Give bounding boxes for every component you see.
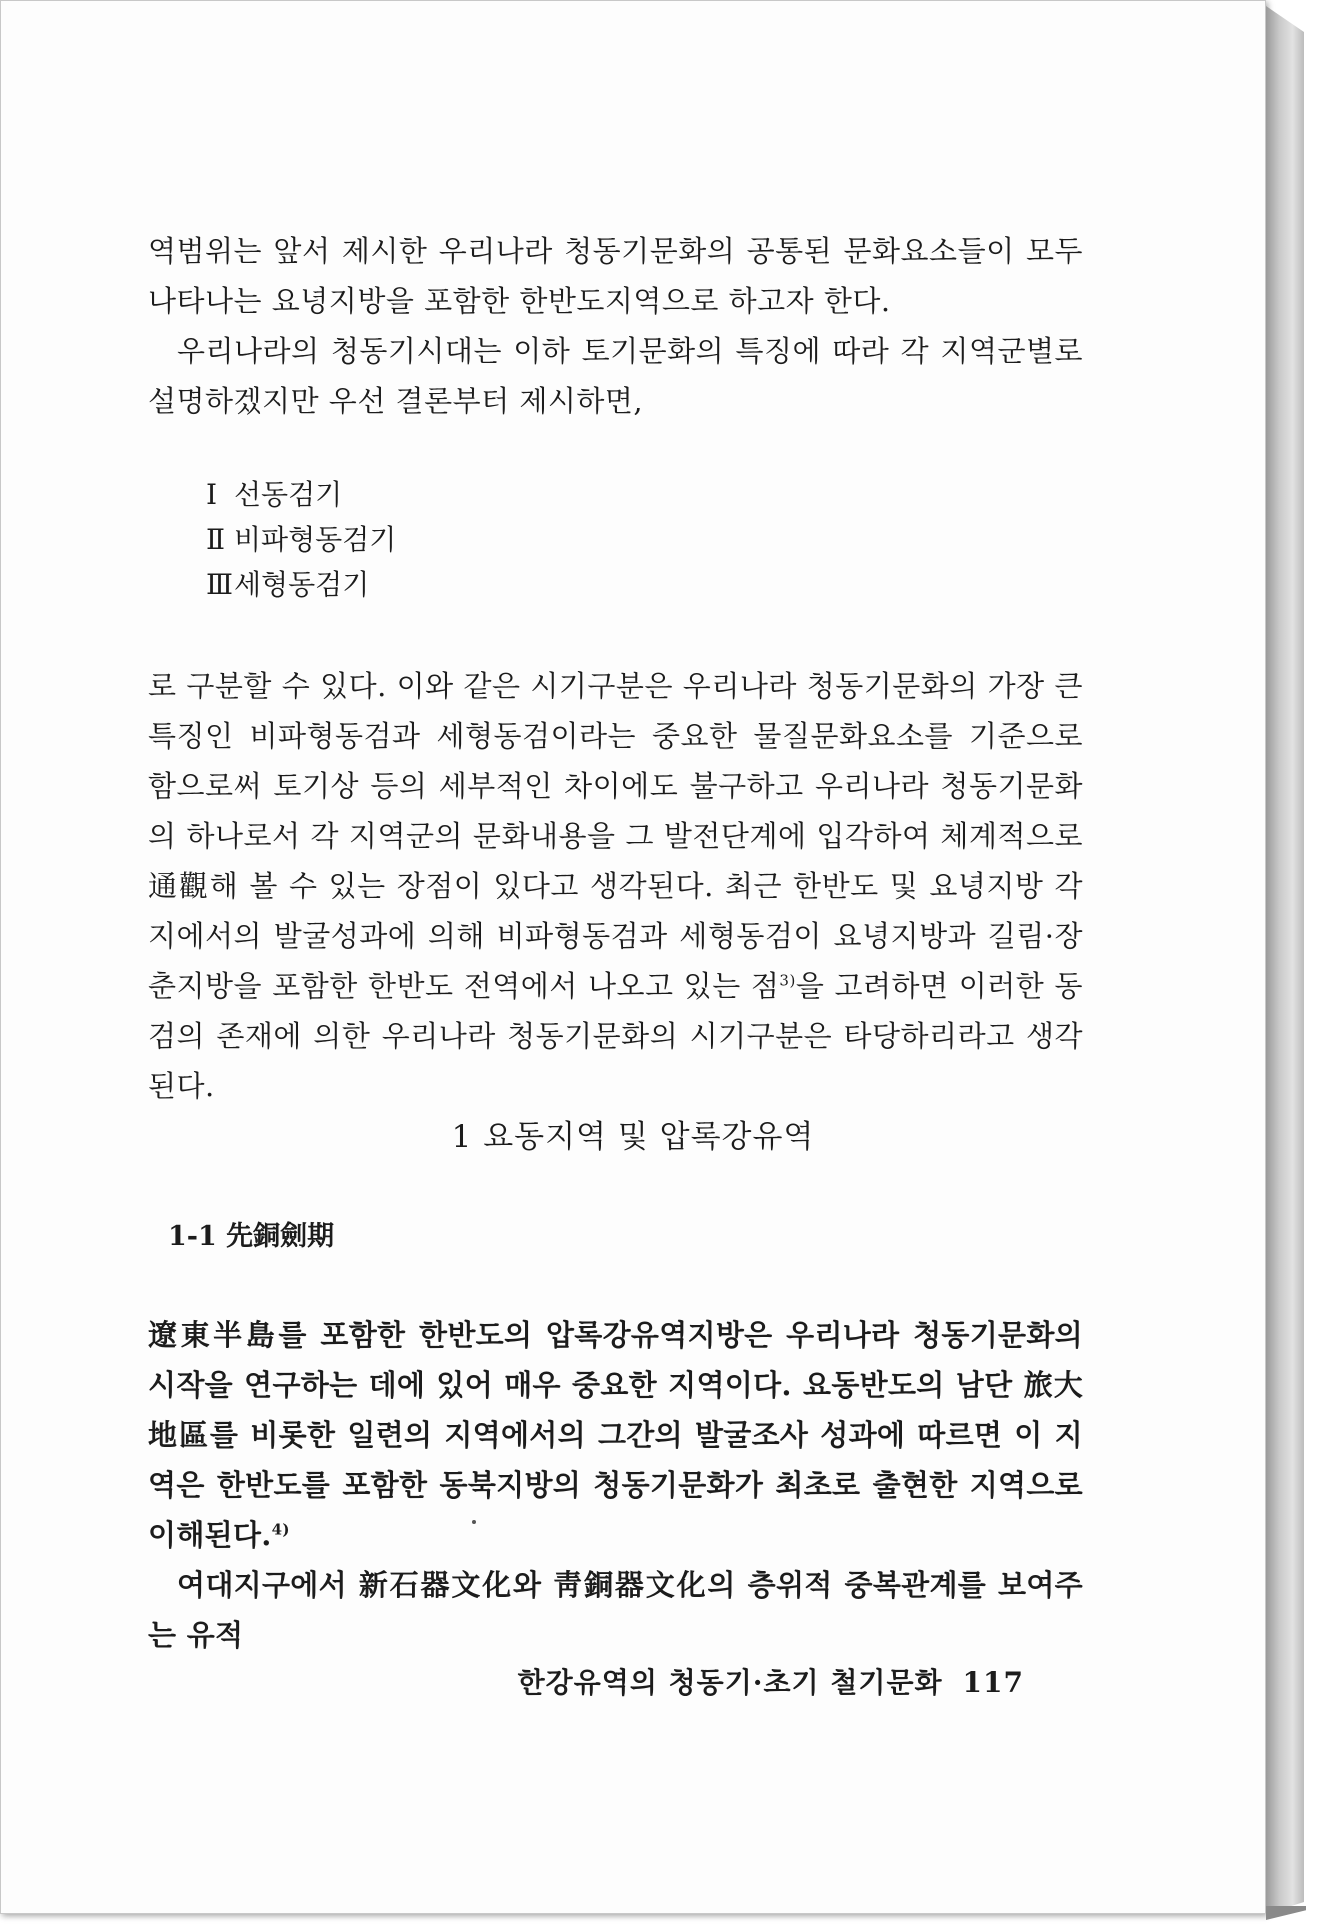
period-list bbox=[206, 472, 396, 607]
list-item bbox=[206, 517, 396, 562]
period-numeral: Ⅱ bbox=[206, 523, 226, 556]
paragraph-3-text: 로 구분할 수 있다. 이와 같은 시기구분은 우리나라 청동기문화의 가장 큰 특징인 비파형동검과 세형동검이라는 중요한 물질문화요소를 기준으로 함으로써 토기상 등의 세부적인 차이에도 불구하고 우리나라 청동기문화의 하나로서 각 지역군의 문화내용을 그 발전단계에 입각하여 체계적으로 通觀해 볼 수 있는 장점이 있다고 생각된다. 최근 한반도 및 요녕지방 각지에서의 발굴성과에 의해 비파형동검과 세형동검이 요녕지방과 길림·장춘지방을 포함한 한반도 전역에서 나오고 있는 점 bbox=[148, 669, 1083, 1003]
period-numeral: Ⅰ bbox=[206, 478, 218, 511]
sub-heading: 1-1 先銅劍期 bbox=[168, 1221, 335, 1252]
running-footer bbox=[518, 1661, 1024, 1701]
section-text bbox=[148, 1310, 1083, 1660]
paragraph-4 bbox=[148, 1310, 1083, 1560]
list-item bbox=[206, 472, 396, 517]
paragraph-2: 우리나라의 청동기시대는 이하 토기문화의 특징에 따라 각 지역군별로 설명하겠지만 우선 결론부터 제시하면, bbox=[148, 334, 1083, 418]
intro-text bbox=[148, 226, 1083, 426]
period-label: 선동검기 bbox=[234, 478, 343, 511]
period-label: 비파형동검기 bbox=[234, 523, 397, 556]
period-discussion bbox=[148, 661, 1083, 1111]
paragraph-4-text: 遼東半島를 포함한 한반도의 압록강유역지방은 우리나라 청동기문화의 시작을 연구하는 데에 있어 매우 중요한 지역이다. 요동반도의 남단 旅大地區를 비롯한 일련의 지역에서의 그간의 발굴조사 성과에 따르면 이 지역은 한반도를 포함한 동북지방의 청동기문화가 최초로 출현한 지역으로 이해된다. bbox=[148, 1318, 1083, 1552]
paragraph-1: 역범위는 앞서 제시한 우리나라 청동기문화의 공통된 문화요소들이 모두 나타나는 요녕지방을 포함한 한반도지역으로 하고자 한다. bbox=[148, 234, 1083, 318]
page-edge-shadow bbox=[1266, 1906, 1306, 1920]
paragraph-5: 여대지구에서 新石器文化와 靑銅器文化의 층위적 중복관계를 보여주는 유적 bbox=[148, 1568, 1083, 1652]
running-title: 한강유역의 청동기·초기 철기문화 bbox=[517, 1666, 943, 1699]
period-label: 세형동검기 bbox=[234, 568, 370, 601]
period-numeral: Ⅲ bbox=[206, 568, 234, 601]
list-item bbox=[206, 562, 396, 607]
page-number: 117 bbox=[962, 1666, 1024, 1699]
scan-speck bbox=[472, 1520, 476, 1524]
page-edge bbox=[1266, 6, 1304, 1914]
footnote-ref: 4) bbox=[271, 1520, 290, 1539]
paragraph-3-text-cont: 을 고려하면 이러한 동검의 존재에 의한 우리나라 청동기문화의 시기구분은 타당하리라고 생각된다. bbox=[148, 969, 1083, 1103]
section-heading: 1 요동지역 및 압록강유역 bbox=[451, 1119, 815, 1155]
paragraph-3 bbox=[148, 661, 1083, 1111]
footnote-ref: 3) bbox=[779, 971, 796, 990]
